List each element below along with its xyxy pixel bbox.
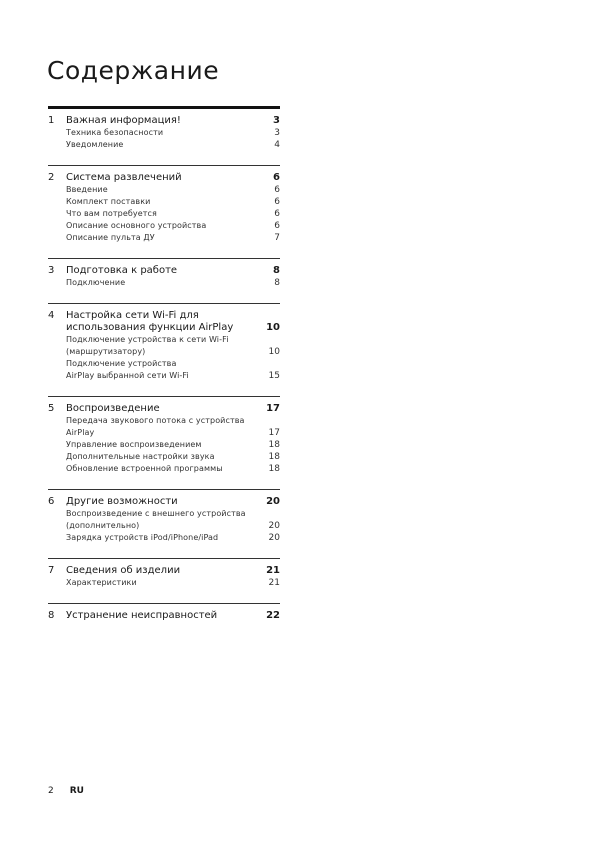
- section-divider: [48, 165, 280, 166]
- section-divider: [48, 303, 280, 304]
- toc-section-7: [48, 558, 280, 603]
- toc-item[interactable]: [66, 451, 280, 463]
- toc-item[interactable]: [66, 415, 280, 439]
- toc-item[interactable]: [66, 508, 280, 532]
- section-title: Подготовка к работе: [66, 265, 178, 276]
- section-title: Сведения об изделии: [66, 565, 181, 576]
- item-title: Характеристики: [66, 578, 137, 587]
- item-page: 15: [268, 371, 280, 381]
- item-page: 20: [268, 521, 280, 531]
- section-number: 8: [48, 610, 55, 621]
- toc-section-heading[interactable]: [48, 310, 280, 334]
- item-page: 18: [268, 452, 280, 462]
- section-title: Воспроизведение: [66, 403, 160, 414]
- toc-section-5: [48, 396, 280, 489]
- toc-section-heading[interactable]: [48, 610, 280, 622]
- section-divider: [48, 558, 280, 559]
- toc-section-1: [48, 106, 280, 165]
- section-title: Настройка сети Wi-Fi для использования функции AirPlay: [66, 310, 234, 333]
- toc-item[interactable]: [66, 232, 280, 244]
- section-title: Другие возможности: [66, 496, 178, 507]
- toc-item[interactable]: [66, 358, 280, 382]
- item-page: 18: [268, 440, 280, 450]
- section-number: 4: [48, 310, 55, 321]
- section-title: Устранение неисправностей: [66, 610, 218, 621]
- item-page: 10: [268, 347, 280, 357]
- table-of-contents: [48, 106, 280, 622]
- section-page: 20: [266, 496, 280, 507]
- item-title: Техника безопасности: [66, 128, 164, 137]
- item-title: Передача звукового потока с устройства AirPlay: [66, 416, 245, 437]
- toc-section-heading[interactable]: [48, 403, 280, 415]
- toc-section-heading[interactable]: [48, 265, 280, 277]
- toc-item[interactable]: [66, 127, 280, 139]
- section-number: 7: [48, 565, 55, 576]
- item-title: Описание пульта ДУ: [66, 233, 155, 242]
- item-page: 7: [274, 233, 280, 243]
- toc-item[interactable]: [66, 208, 280, 220]
- toc-item[interactable]: [66, 220, 280, 232]
- item-page: 6: [274, 209, 280, 219]
- toc-item[interactable]: [66, 196, 280, 208]
- section-page: 21: [266, 565, 280, 576]
- toc-item[interactable]: [66, 184, 280, 196]
- section-title: Система развлечений: [66, 172, 182, 183]
- page-title: Содержание: [47, 56, 220, 85]
- section-number: 6: [48, 496, 55, 507]
- toc-section-2: [48, 165, 280, 258]
- section-page: 8: [273, 265, 280, 276]
- item-title: Что вам потребуется: [66, 209, 157, 218]
- section-page: 3: [273, 115, 280, 126]
- section-page: 17: [266, 403, 280, 414]
- item-page: 6: [274, 221, 280, 231]
- item-title: Воспроизведение с внешнего устройства (дополнительно): [66, 509, 246, 530]
- toc-section-8: [48, 603, 280, 622]
- section-divider: [48, 258, 280, 259]
- item-title: Введение: [66, 185, 108, 194]
- item-page: 18: [268, 464, 280, 474]
- item-title: Подключение устройства к сети Wi-Fi (маршрутизатору): [66, 335, 229, 356]
- item-title: Управление воспроизведением: [66, 440, 202, 449]
- item-title: Подключение устройства AirPlay выбранной сети Wi-Fi: [66, 359, 189, 380]
- toc-item[interactable]: [66, 439, 280, 451]
- toc-item[interactable]: [66, 334, 280, 358]
- item-title: Описание основного устройства: [66, 221, 207, 230]
- section-title: Важная информация!: [66, 115, 181, 126]
- section-divider: [48, 106, 280, 109]
- item-page: 6: [274, 197, 280, 207]
- item-title: Зарядка устройств iPod/iPhone/iPad: [66, 533, 219, 542]
- item-title: Дополнительные настройки звука: [66, 452, 215, 461]
- page-number: 2: [48, 786, 54, 796]
- item-page: 3: [274, 128, 280, 138]
- item-page: 20: [268, 533, 280, 543]
- item-page: 17: [268, 428, 280, 438]
- item-title: Обновление встроенной программы: [66, 464, 223, 473]
- toc-item[interactable]: [66, 463, 280, 475]
- item-title: Комплект поставки: [66, 197, 151, 206]
- section-divider: [48, 603, 280, 604]
- section-number: 3: [48, 265, 55, 276]
- toc-section-3: [48, 258, 280, 303]
- toc-item[interactable]: [66, 277, 280, 289]
- item-page: 6: [274, 185, 280, 195]
- toc-section-heading[interactable]: [48, 496, 280, 508]
- page-footer: [48, 786, 84, 796]
- section-number: 2: [48, 172, 55, 183]
- item-title: Уведомление: [66, 140, 124, 149]
- item-page: 8: [274, 278, 280, 288]
- section-page: 22: [266, 610, 280, 621]
- item-page: 21: [268, 578, 280, 588]
- toc-item[interactable]: [66, 577, 280, 589]
- toc-section-6: [48, 489, 280, 558]
- toc-section-heading[interactable]: [48, 172, 280, 184]
- toc-item[interactable]: [66, 139, 280, 151]
- section-page: 10: [266, 322, 280, 333]
- item-title: Подключение: [66, 278, 126, 287]
- section-number: 5: [48, 403, 55, 414]
- toc-item[interactable]: [66, 532, 280, 544]
- item-page: 4: [274, 140, 280, 150]
- section-divider: [48, 396, 280, 397]
- section-number: 1: [48, 115, 55, 126]
- toc-section-heading[interactable]: [48, 115, 280, 127]
- section-divider: [48, 489, 280, 490]
- section-page: 6: [273, 172, 280, 183]
- language-code: RU: [69, 786, 84, 796]
- toc-section-heading[interactable]: [48, 565, 280, 577]
- toc-section-4: [48, 303, 280, 396]
